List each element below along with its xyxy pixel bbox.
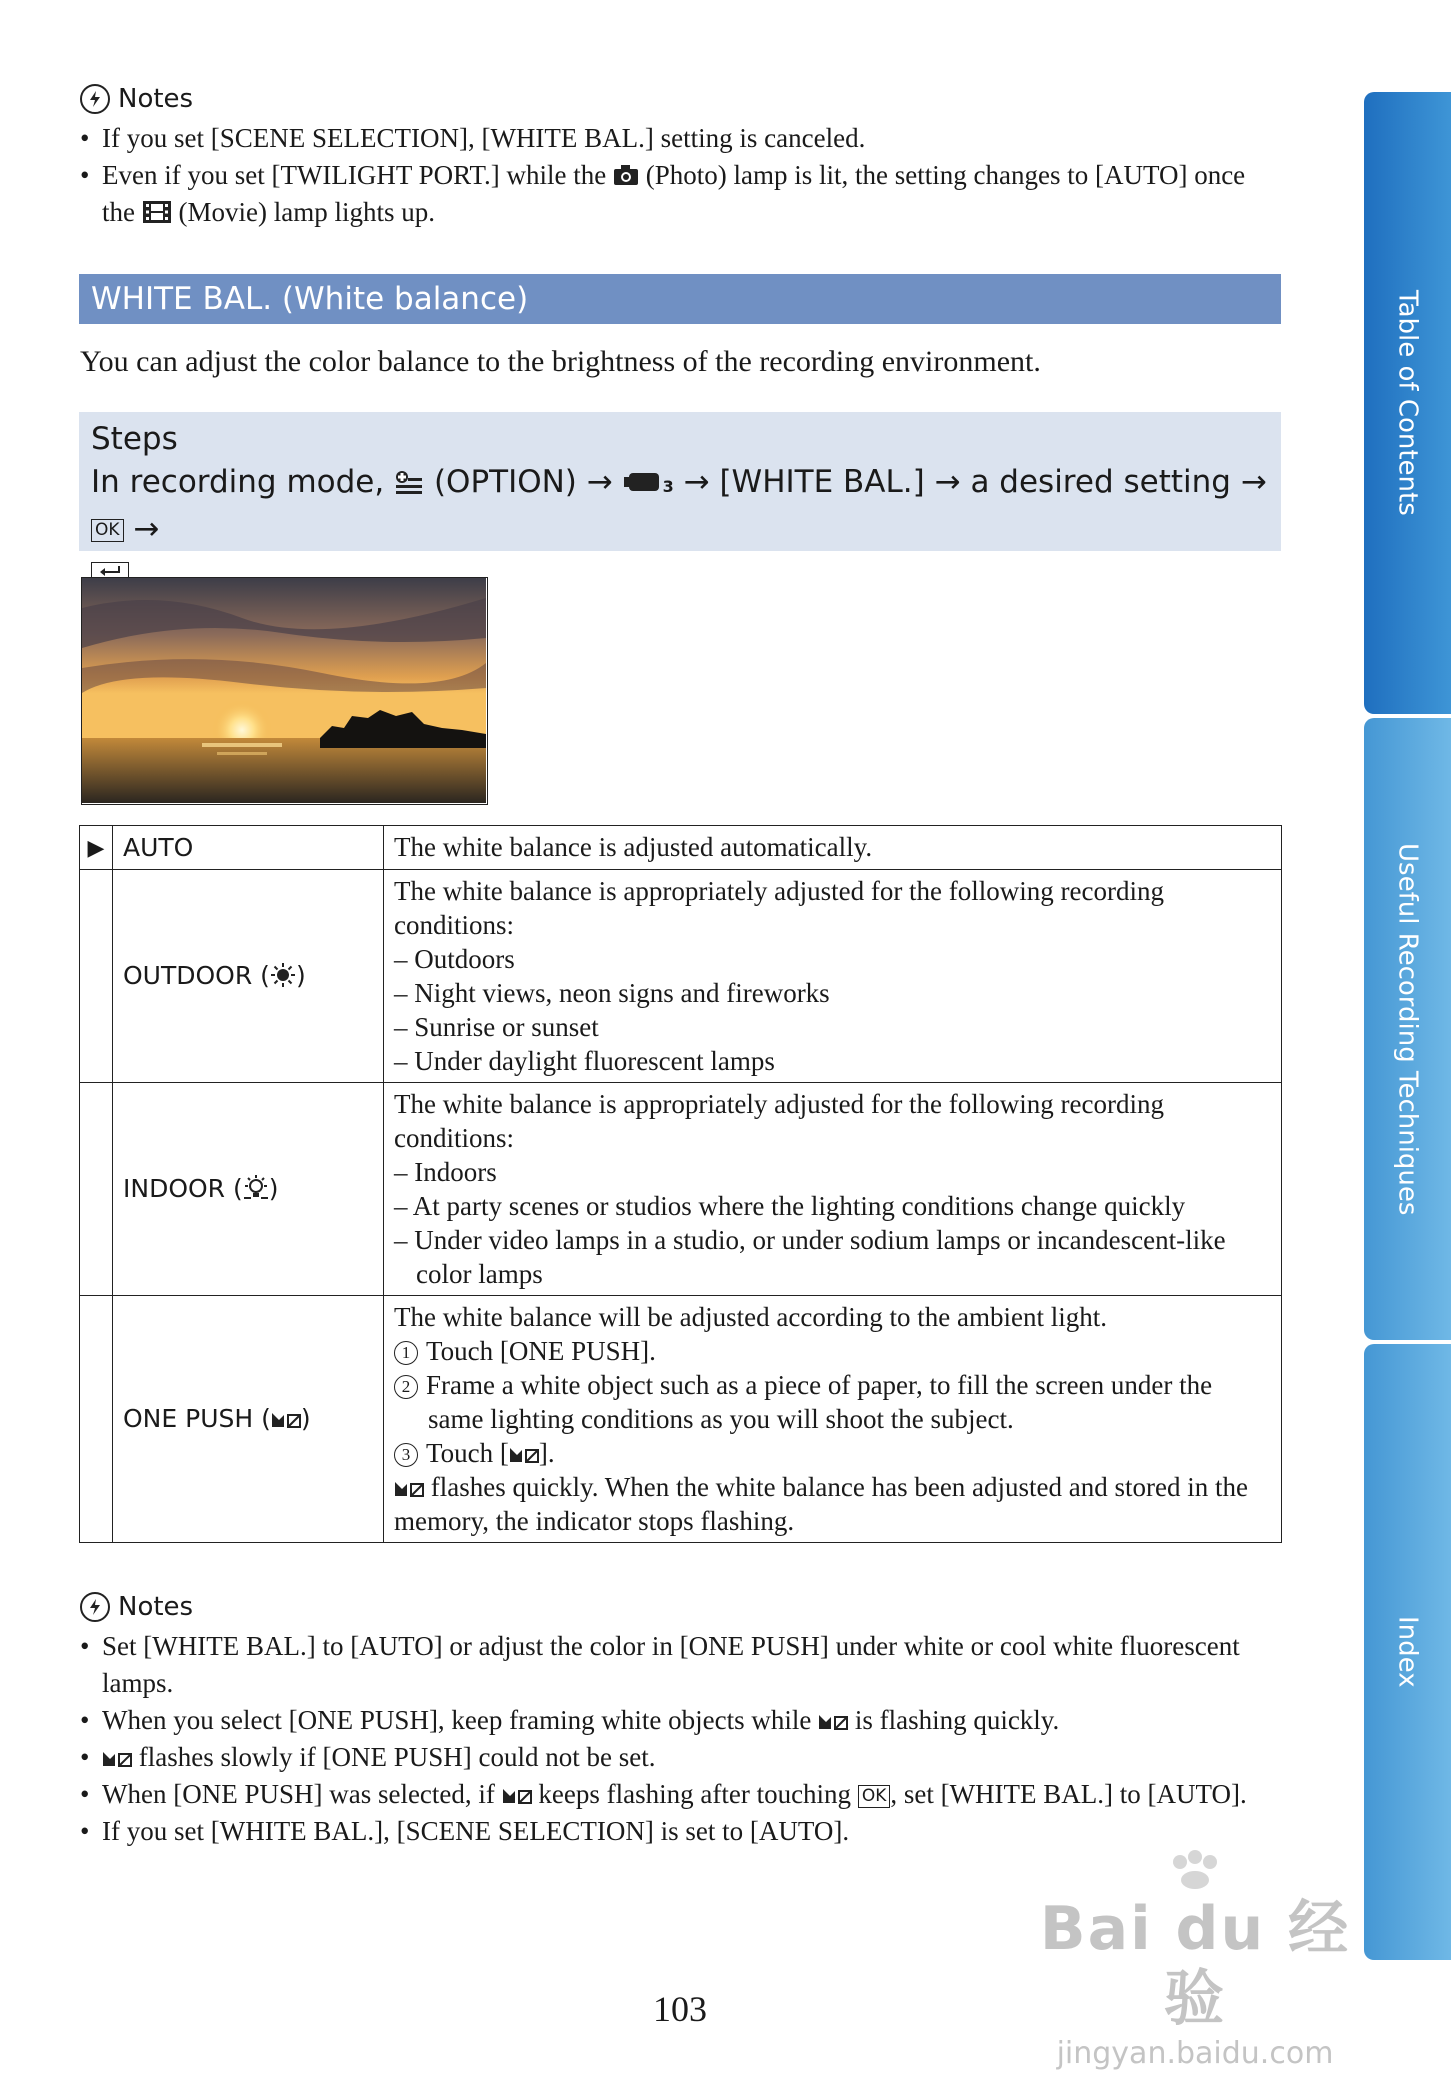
step-2: 2 Frame a white object such as a piece of paper, to fill the screen under the same lighting conditions as you will shoot the subject. [394,1368,1271,1436]
one-push-icon [818,1712,848,1732]
tab-useful-recording-techniques[interactable]: Useful Recording Techniques [1364,718,1451,1340]
option-label-indoor: INDOOR ( ) [113,1083,384,1296]
default-marker: ▶ [80,826,113,870]
table-row [80,826,1282,870]
option-desc: The white balance is appropriately adjusted for the following recording conditions: – Outdoors – Night views, neon signs and fireworks – Sunrise or sunset – Under daylight fluorescent lamps [384,870,1282,1083]
option-label-outdoor: OUTDOOR ( ) [113,870,384,1083]
option-label-one-push: ONE PUSH ( ) [113,1296,384,1543]
notes-icon [80,84,110,114]
notes-heading [80,1592,193,1622]
sun-icon [270,962,296,988]
paw-icon [1160,1850,1230,1890]
movie-icon [142,200,172,224]
baidu-watermark: Bai du 经验 jingyan.baidu.com [1030,1850,1360,2010]
table-row [80,1083,1282,1296]
table-row [80,1296,1282,1543]
note-item: • Set [WHITE BAL.] to [AUTO] or adjust the color in [ONE PUSH] under white or cool white fluorescent lamps. [80,1628,1280,1702]
tab-index[interactable]: Index [1364,1344,1451,1960]
steps-heading: Steps [91,421,178,457]
one-push-icon [102,1749,132,1769]
notes-icon [80,1592,110,1622]
steps-box [79,412,1281,551]
option-icon [394,469,424,495]
one-push-icon [271,1410,301,1430]
notes-heading [80,84,193,114]
note-item: • When you select [ONE PUSH], keep framing white objects while is flashing quickly. [80,1702,1280,1739]
notes-list-top [80,120,1280,231]
option-label-auto: AUTO [113,826,384,870]
section-title: WHITE BAL. (White balance) [79,274,1281,324]
note-item: • If you set [SCENE SELECTION], [WHITE BAL.] setting is canceled. [80,120,1280,157]
page-number: 103 [653,1989,707,2029]
step-1: 1 Touch [ONE PUSH]. [394,1334,1271,1368]
note-item: • flashes slowly if [ONE PUSH] could not be set. [80,1739,1280,1776]
camera-icon [613,164,639,186]
one-push-icon [502,1786,532,1806]
notes-heading-label: Notes [118,84,194,114]
option-desc: The white balance is adjusted automatically. [384,826,1282,870]
section-intro: You can adjust the color balance to the brightness of the recording environment. [80,345,1041,378]
table-row [80,870,1282,1083]
ok-button-icon: OK [91,519,124,542]
notes-heading-label: Notes [118,1592,194,1622]
one-push-tail: flashes quickly. When the white balance has been adjusted and stored in the memory, the indicator stops flashing. [394,1472,1248,1536]
tab-table-of-contents[interactable]: Table of Contents [1364,92,1451,714]
note-item: • Even if you set [TWILIGHT PORT.] while the (Photo) lamp is lit, the setting changes to [AUTO] once the (Movie) lamp lights up. [80,157,1280,231]
ok-button-icon: OK [858,1785,891,1808]
option-desc: The white balance will be adjusted according to the ambient light. 1 Touch [ONE PUSH]. 2 Frame a white object such as a piece of paper, to fill the screen under the same lighting conditions as you will shoot the subject. 3 Touch [ ]. flashes quickly. When the white balance has been adjusted and stored in the memory, the indicator stops flashing. [384,1296,1282,1543]
note-item: • If you set [WHITE BAL.], [SCENE SELECTION] is set to [AUTO]. [80,1813,1280,1850]
bulb-icon [243,1175,269,1201]
option-desc: The white balance is appropriately adjusted for the following recording conditions: – Indoors – At party scenes or studios where the lighting conditions change quickly – Under video lamps in a studio, or under sodium lamps or incandescent-like color lamps [384,1083,1282,1296]
sunset-photo [81,577,488,805]
steps-path: In recording mode, (OPTION) → 3 → [WHITE BAL.] → a desired setting → OK → [91,464,1267,547]
one-push-icon [394,1479,424,1499]
notes-list-bottom [80,1628,1280,1850]
step-3: 3 Touch [ ]. [394,1436,1271,1470]
white-balance-table [79,825,1282,1543]
note-item: • When [ONE PUSH] was selected, if keeps flashing after touching OK , set [WHITE BAL.] to [AUTO]. [80,1776,1280,1813]
camera-tab-icon [623,469,669,495]
one-push-icon [509,1445,539,1465]
